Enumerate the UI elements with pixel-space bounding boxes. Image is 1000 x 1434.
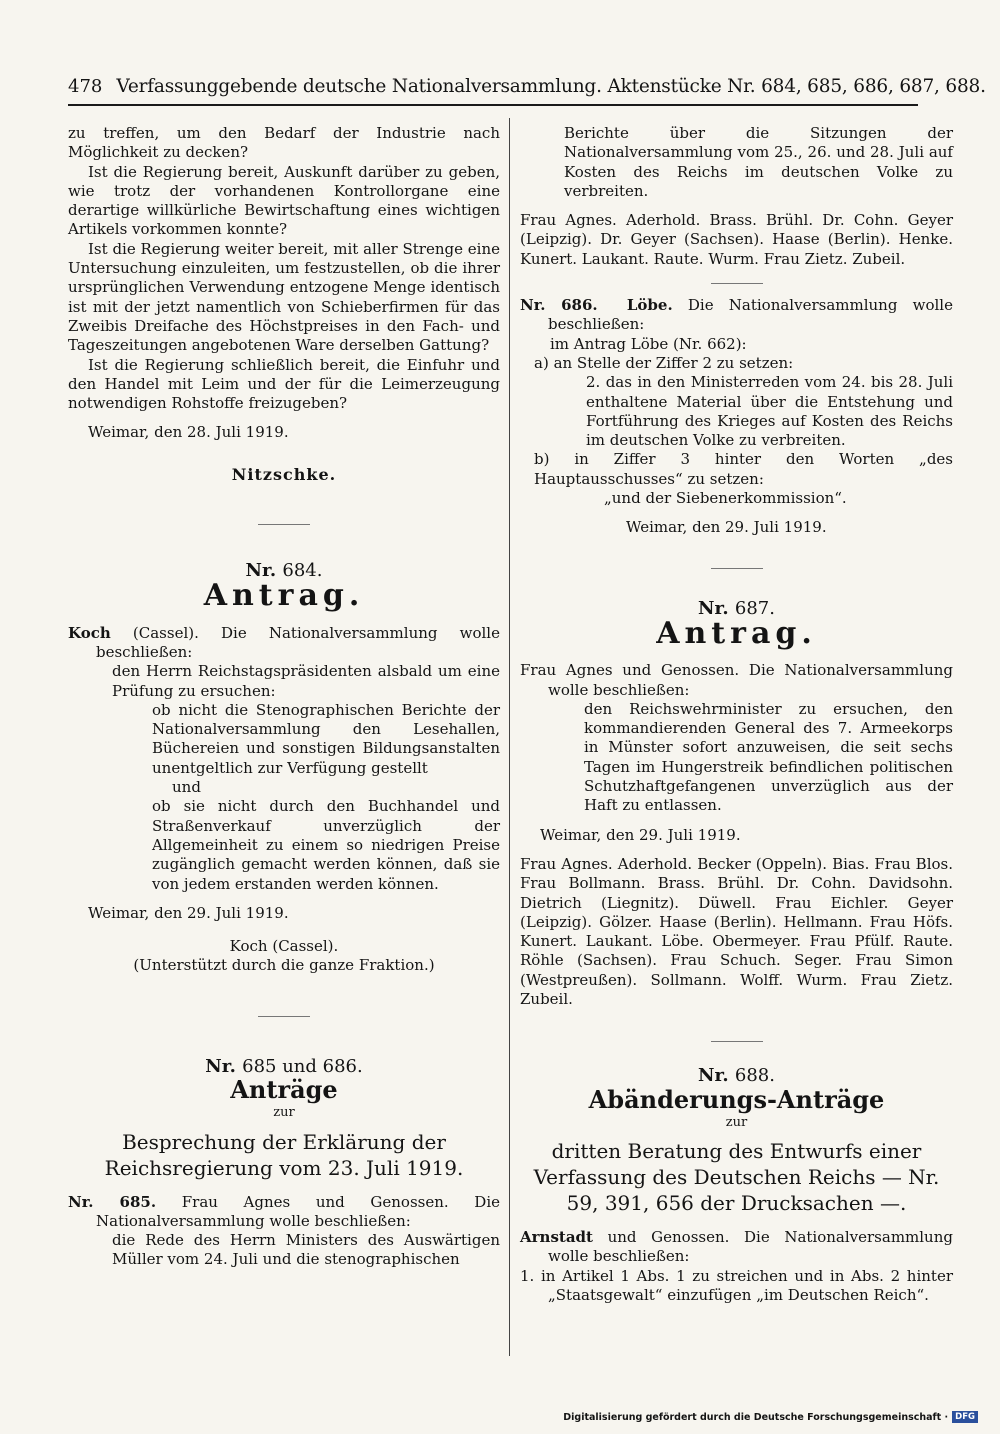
signature-koch: Koch (Cassel). [229,937,339,956]
nr-684-line-2: ob nicht die Stenographischen Berichte der Nationalversammlung den Lesehallen, Büchereien und sonstigen Bildungsanstalten unentgeltlich zur Verfügung gestellt [152,700,500,777]
section-rule [711,568,763,569]
nr-684-mover: Koch [68,623,111,642]
nr-686-b2: „und der Siebenerkommission“. [604,489,847,508]
right-column [520,124,953,1305]
dritten-beratung-title: dritten Beratung des Entwurfs einer Verfassung des Deutschen Reichs — Nr. 59, 391, 656 der Drucksachen —. [533,1139,940,1216]
arnstadt-mover: Arnstadt [520,1228,593,1247]
nr-686-b: b) in Ziffer 3 hinter den Worten „des Hauptausschusses“ zu setzen: [534,450,953,488]
nr-685-prefix: Nr. [205,1055,236,1077]
nr-685-body: die Rede des Herrn Ministers des Auswärtigen Müller vom 24. Juli und die stenographischen [112,1231,500,1269]
zur-label-1: zur [273,1105,295,1121]
signatories-687: Frau Agnes. Aderhold. Becker (Oppeln). Bias. Frau Blos. Frau Bollmann. Brass. Brühl. Dr. Cohn. Davidsohn. Dietrich (Liegnitz). Düwell. Frau Eichler. Geyer (Leipzig). Gölzer. Haase (Berlin). Hellmann. Frau Höfs. Kunert. Laukant. Löbe. Obermeyer. Frau Pfülf. Raute. Röhle (Sachsen). Frau Schuch. Seger. Frau Simon (Westpreußen). Sollmann. Wolff. Wurm. Frau Zietz. Zubeil. [520,854,953,1008]
nr-684-intro-text: (Cassel). Die Nationalversammlung wolle beschließen: [96,623,500,661]
nr-685-number: 685 und 686. [242,1055,363,1077]
left-paragraph-3: Ist die Regierung weiter bereit, mit aller Strenge eine Untersuchung einzuleiten, um festzustellen, ob die ihrer ursprünglichen Verwendung entzogene Menge identisch ist mit der jetzt namentlich von Schieberfirmen für das Zweibis Dreifache des Höchstpreises in den Fach- und Tageszeitungen angebotenen Ware derselben Gattung? [68,239,500,355]
signatories-686: Frau Agnes. Aderhold. Brass. Brühl. Dr. Cohn. Geyer (Leipzig). Dr. Geyer (Sachsen). Haase (Berlin). Henke. Kunert. Laukant. Raute. Wurm. Frau Zietz. Zubeil. [520,211,953,268]
nr-684-line-1: den Herrn Reichstagspräsidenten alsbald um eine Prüfung zu ersuchen: [112,662,500,700]
header-title-suffix: Aktenstücke Nr. 684, 685, 686, 687, 688. [607,76,986,97]
section-rule [258,1016,310,1017]
nr-684-intro [68,624,500,663]
nr-686-mover: Löbe. [626,296,673,315]
nr-684-number: 684. [282,560,323,582]
nr-686-a: a) an Stelle der Ziffer 2 zu setzen: [534,353,794,372]
date-line-3: Weimar, den 29. Juli 1919. [626,518,827,537]
nr-685-intro [68,1193,500,1232]
nr-684-line-3: ob sie nicht durch den Buchhandel und Straßenverkauf unverzüglich der Allgemeinheit zu einem so niedrigen Preise zugänglich gemacht werden können, daß sie von jedem erstanden werden können. [152,797,500,893]
signature-koch-note: (Unterstützt durch die ganze Fraktion.) [133,956,435,975]
antrag-684-title: Antrag. [203,578,365,614]
nr-686-a2: 2. das in den Ministerreden vom 24. bis 28. Juli enthaltene Material über die Entstehung und Fortführung des Krieges auf Kosten des Reichs im deutschen Volke zu verbreiten. [586,373,953,450]
left-paragraph-1: zu treffen, um den Bedarf der Industrie nach Möglichkeit zu decken? [68,124,500,162]
nr-685-intro-text: Frau Agnes und Genossen. Die Nationalversammlung wolle beschließen: [96,1192,500,1230]
left-column [68,124,500,1270]
besprechung-title: Besprechung der Erklärung der Reichsregierung vom 23. Juli 1919. [104,1129,464,1180]
date-line-2: Weimar, den 29. Juli 1919. [88,903,289,922]
nr-687-prefix: Nr. [698,597,729,619]
footer-text: Digitalisierung gefördert durch die Deutsche Forschungsgemeinschaft · [563,1411,949,1423]
nr-687-body: den Reichswehrminister zu ersuchen, den kommandierenden General des 7. Armeekorps in Münster sofort anzuweisen, die seit sechs Tagen im Hungerstreik befindlichen politischen Schutzhaftgefangenen unverzüglich aus der Haft zu entlassen. [584,699,953,815]
left-paragraph-4: Ist die Regierung schließlich bereit, die Einfuhr und den Handel mit Leim und der für die Leimerzeugung notwendigen Rohstoffe freizugeben? [68,355,500,413]
right-continuation: Berichte über die Sitzungen der Nationalversammlung vom 25., 26. und 28. Juli auf Kosten des Reichs im deutschen Volke zu verbreiten. [564,124,953,200]
arnstadt-intro [520,1228,953,1267]
antrag-687-title: Antrag. [656,615,817,651]
nr-686-im-antrag: im Antrag Löbe (Nr. 662): [550,334,747,353]
nr-688-prefix: Nr. [698,1065,729,1087]
column-divider [509,118,510,1356]
section-rule [711,283,763,284]
page-header [68,76,986,106]
zur-label-2: zur [725,1114,748,1130]
dfg-logo: DFG [952,1411,978,1423]
date-line-1: Weimar, den 28. Juli 1919. [88,423,289,442]
header-title [116,76,985,97]
section-rule [258,524,310,525]
nr-688-number: 688. [734,1065,775,1087]
page-number: 478 [68,76,103,97]
antraege-title: Anträge [230,1074,338,1104]
arnstadt-item-1: 1. in Artikel 1 Abs. 1 zu streichen und in Abs. 2 hinter „Staatsgewalt“ einzufügen „im Deutschen Reich“. [520,1266,953,1305]
left-paragraph-2: Ist die Regierung bereit, Auskunft darüber zu geben, wie trotz der vorhandenen Kontrollorgane eine derartige willkürliche Bewirtschaftung eines wichtigen Artikels vorkommen konnte? [68,162,500,239]
nr-688-heading [520,1066,953,1085]
date-line-4: Weimar, den 29. Juli 1919. [540,825,741,844]
abaenderungs-title: Abänderungs-Anträge [588,1084,885,1114]
nr-686-intro-text: Die Nationalversammlung wolle beschließen: [548,296,953,334]
nr-685-label: Nr. 685. [68,1192,157,1211]
nr-686-intro [520,296,953,335]
nr-684-prefix: Nr. [245,560,277,582]
nr-686-label: Nr. 686. [520,296,598,315]
nr-684-und: und [172,778,201,797]
signature-nitzschke: Nitzschke. [231,464,337,484]
arnstadt-intro-text: und Genossen. Die Nationalversammlung wolle beschließen: [548,1228,953,1266]
nr-685-heading [68,1057,500,1076]
nr-687-intro: Frau Agnes und Genossen. Die Nationalversammlung wolle beschließen: [520,661,953,699]
nr-687-number: 687. [734,597,775,619]
header-title-prefix: Verfassunggebende deutsche Nationalversammlung. [116,76,602,97]
footer-credit [563,1411,978,1423]
section-rule [711,1041,763,1042]
